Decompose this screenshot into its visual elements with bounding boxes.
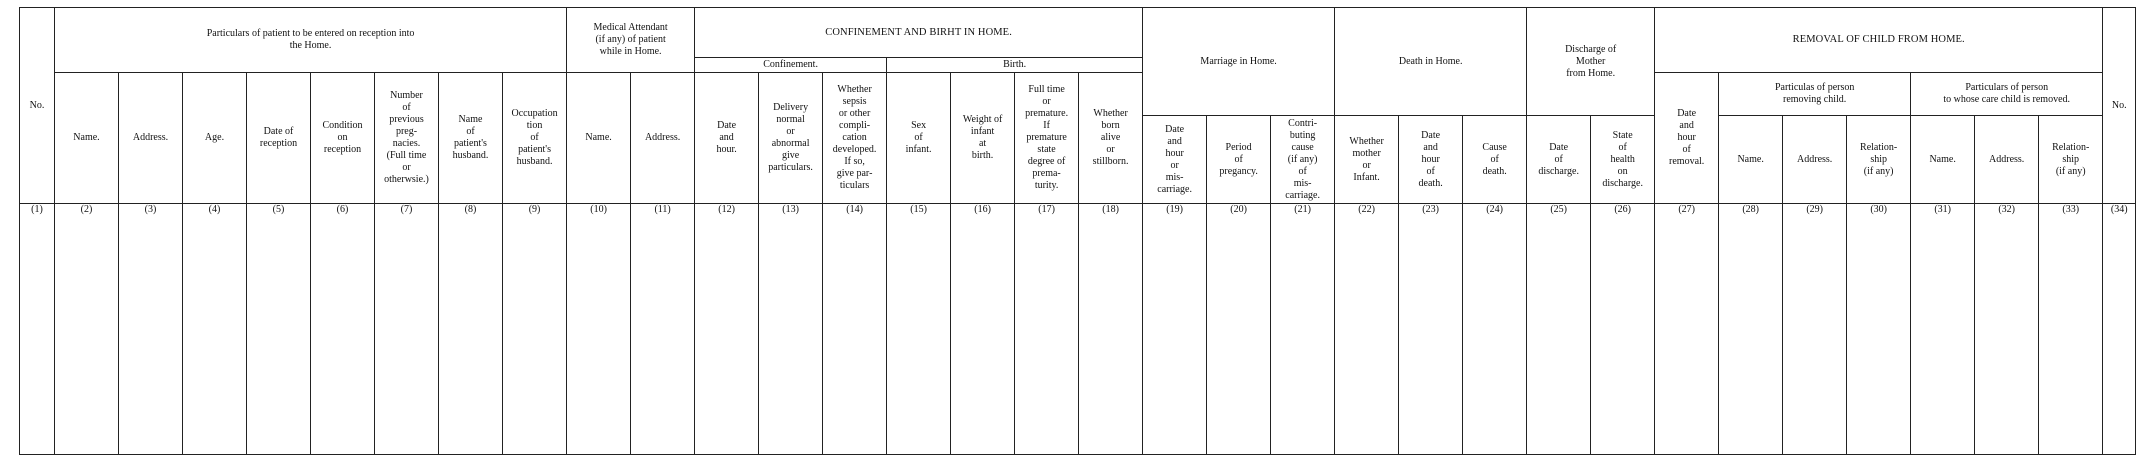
col-header-25: Date of discharge. [1527,116,1591,204]
col-header-11: Address. [631,73,695,204]
entry-cell-4[interactable] [183,219,247,455]
group-death-in-home: Death in Home. [1335,8,1527,116]
col-header-1: No. [20,8,55,204]
col-header-7: Number of previous preg- nacies. (Full time or otherwsie.) [375,73,439,204]
entry-cell-33[interactable] [2039,219,2103,455]
subgroup-person-removing-child: Particulas of person removing child. [1719,73,1911,116]
column-number-20: (20) [1207,204,1271,220]
entry-cell-5[interactable] [247,219,311,455]
col-header-22: Whether mother or Infant. [1335,116,1399,204]
col-header-19: Date and hour or mis- carriage. [1143,116,1207,204]
entry-cell-34[interactable] [2103,219,2136,455]
entry-cell-1[interactable] [20,219,55,455]
column-number-4: (4) [183,204,247,220]
entry-cell-21[interactable] [1271,219,1335,455]
col-header-17: Full time or premature. If premature state degree of prema- turity. [1015,73,1079,204]
entry-cell-27[interactable] [1655,219,1719,455]
col-header-27: Date and hour of removal. [1655,73,1719,204]
group-medical-attendant: Medical Attendant (if any) of patient while in Home. [567,8,695,73]
entry-cell-11[interactable] [631,219,695,455]
register-table [19,7,2136,455]
entry-cell-3[interactable] [119,219,183,455]
entry-cell-7[interactable] [375,219,439,455]
group-confinement-and-birth: CONFINEMENT AND BIRHT IN HOME. [695,8,1143,58]
entry-cell-15[interactable] [887,219,951,455]
entry-cell-29[interactable] [1783,219,1847,455]
entry-cell-28[interactable] [1719,219,1783,455]
col-header-23: Date and hour of death. [1399,116,1463,204]
column-number-25: (25) [1527,204,1591,220]
column-number-6: (6) [311,204,375,220]
column-number-26: (26) [1591,204,1655,220]
entry-cell-19[interactable] [1143,219,1207,455]
column-number-19: (19) [1143,204,1207,220]
register-sheet [19,7,2133,455]
col-header-34: No. [2103,8,2136,204]
col-header-12: Date and hour. [695,73,759,204]
column-number-30: (30) [1847,204,1911,220]
column-number-34: (34) [2103,204,2136,220]
col-header-20: Period of pregancy. [1207,116,1271,204]
column-number-14: (14) [823,204,887,220]
column-number-21: (21) [1271,204,1335,220]
column-number-2: (2) [55,204,119,220]
col-header-33: Relation- ship (if any) [2039,116,2103,204]
col-header-18: Whether born alive or stillborn. [1079,73,1143,204]
entry-area-row [20,219,2136,455]
column-number-28: (28) [1719,204,1783,220]
column-number-13: (13) [759,204,823,220]
entry-cell-25[interactable] [1527,219,1591,455]
col-header-3: Address. [119,73,183,204]
column-number-18: (18) [1079,204,1143,220]
col-header-4: Age. [183,73,247,204]
entry-cell-2[interactable] [55,219,119,455]
entry-cell-9[interactable] [503,219,567,455]
entry-cell-6[interactable] [311,219,375,455]
col-header-8: Name of patient's husband. [439,73,503,204]
col-header-13: Delivery normal or abnormal give particulars. [759,73,823,204]
column-number-22: (22) [1335,204,1399,220]
group-marriage-in-home: Marriage in Home. [1143,8,1335,116]
col-header-32: Address. [1975,116,2039,204]
col-header-15: Sex of infant. [887,73,951,204]
column-number-9: (9) [503,204,567,220]
entry-cell-14[interactable] [823,219,887,455]
entry-cell-23[interactable] [1399,219,1463,455]
col-header-16: Weight of infant at birth. [951,73,1015,204]
col-header-28: Name. [1719,116,1783,204]
group-removal-of-child: REMOVAL OF CHILD FROM HOME. [1655,8,2103,73]
col-header-26: State of health on discharge. [1591,116,1655,204]
col-header-6: Condition on reception [311,73,375,204]
col-header-29: Address. [1783,116,1847,204]
col-header-21: Contri- buting cause (if any) of mis- carriage. [1271,116,1335,204]
entry-cell-18[interactable] [1079,219,1143,455]
column-number-31: (31) [1911,204,1975,220]
col-header-14: Whether sepsis or other compli- cation developed. If so, give par- ticulars [823,73,887,204]
column-number-33: (33) [2039,204,2103,220]
entry-cell-8[interactable] [439,219,503,455]
column-number-5: (5) [247,204,311,220]
entry-cell-31[interactable] [1911,219,1975,455]
entry-cell-17[interactable] [1015,219,1079,455]
column-number-17: (17) [1015,204,1079,220]
entry-cell-24[interactable] [1463,219,1527,455]
subgroup-birth: Birth. [887,58,1143,73]
col-header-10: Name. [567,73,631,204]
entry-cell-22[interactable] [1335,219,1399,455]
subgroup-person-receiving-child: Particulars of person to whose care child is removed. [1911,73,2103,116]
column-number-32: (32) [1975,204,2039,220]
column-number-29: (29) [1783,204,1847,220]
entry-cell-16[interactable] [951,219,1015,455]
column-number-27: (27) [1655,204,1719,220]
column-number-15: (15) [887,204,951,220]
col-header-31: Name. [1911,116,1975,204]
entry-cell-13[interactable] [759,219,823,455]
column-number-16: (16) [951,204,1015,220]
column-number-24: (24) [1463,204,1527,220]
subgroup-confinement: Confinement. [695,58,887,73]
entry-cell-12[interactable] [695,219,759,455]
column-number-1: (1) [20,204,55,220]
group-discharge-of-mother: Discharge of Mother from Home. [1527,8,1655,116]
group-particulars-of-patient: Particulars of patient to be entered on reception into the Home. [55,8,567,73]
entry-cell-30[interactable] [1847,219,1911,455]
col-header-24: Cause of death. [1463,116,1527,204]
col-header-9: Occupation tion of patient's husband. [503,73,567,204]
entry-cell-10[interactable] [567,219,631,455]
col-header-5: Date of reception [247,73,311,204]
entry-cell-32[interactable] [1975,219,2039,455]
col-header-30: Relation- ship (if any) [1847,116,1911,204]
entry-cell-26[interactable] [1591,219,1655,455]
column-number-7: (7) [375,204,439,220]
column-number-10: (10) [567,204,631,220]
col-header-2: Name. [55,73,119,204]
column-number-row [20,204,2136,220]
column-number-23: (23) [1399,204,1463,220]
entry-cell-20[interactable] [1207,219,1271,455]
column-number-3: (3) [119,204,183,220]
column-number-11: (11) [631,204,695,220]
column-number-8: (8) [439,204,503,220]
column-number-12: (12) [695,204,759,220]
